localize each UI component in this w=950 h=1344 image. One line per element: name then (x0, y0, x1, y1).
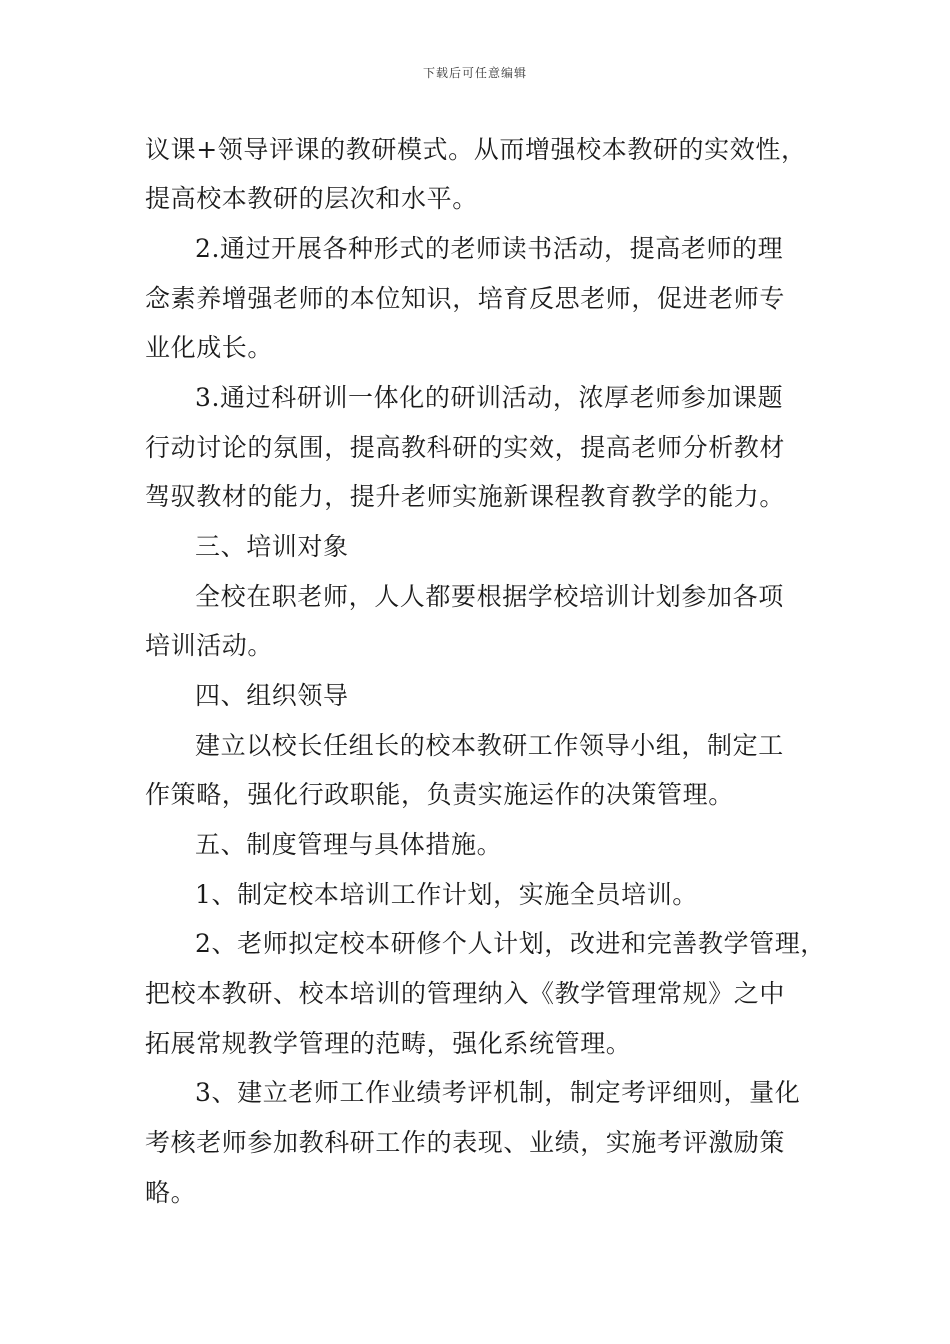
text-line: 建立以校长任组长的校本教研工作领导小组，制定工 (195, 731, 784, 760)
text-line: 行动讨论的氛围，提高教科研的实效，提高老师分析教材 (145, 433, 786, 462)
text-line: 2、老师拟定校本研修个人计划，改进和完善教学管理， (195, 929, 826, 958)
text-line: 略。 (145, 1178, 197, 1207)
section-heading: 三、培训对象 (195, 532, 349, 561)
text-line: 作策略，强化行政职能，负责实施运作的决策管理。 (145, 780, 734, 809)
text-line: 拓展常规教学管理的范畴，强化系统管理。 (145, 1029, 632, 1058)
text-line: 把校本教研、校本培训的管理纳入《教学管理常规》之中 (145, 979, 786, 1008)
text-line: 2.通过开展各种形式的老师读书活动，提高老师的理 (195, 234, 784, 263)
page-header: 下载后可任意编辑 (422, 66, 527, 80)
section-heading: 四、组织领导 (195, 681, 349, 710)
text-line: 1、制定校本培训工作计划，实施全员培训。 (195, 880, 698, 909)
section-heading: 五、制度管理与具体措施。 (195, 830, 503, 859)
text-line: 议课+领导评课的教研模式。从而增强校本教研的实效性， (145, 135, 807, 164)
text-line: 3.通过科研训一体化的研训活动，浓厚老师参加课题 (195, 383, 784, 412)
text-line: 念素养增强老师的本位知识，培育反思老师，促进老师专 (145, 284, 786, 313)
text-line: 驾驭教材的能力，提升老师实施新课程教育教学的能力。 (145, 482, 786, 511)
text-line: 全校在职老师，人人都要根据学校培训计划参加各项 (195, 582, 784, 611)
text-line: 提高校本教研的层次和水平。 (145, 184, 478, 213)
text-line: 3、建立老师工作业绩考评机制，制定考评细则，量化 (195, 1078, 801, 1107)
text-line: 培训活动。 (145, 631, 274, 660)
text-line: 业化成长。 (145, 333, 274, 362)
text-line: 考核老师参加教科研工作的表现、业绩，实施考评激励策 (145, 1128, 786, 1157)
